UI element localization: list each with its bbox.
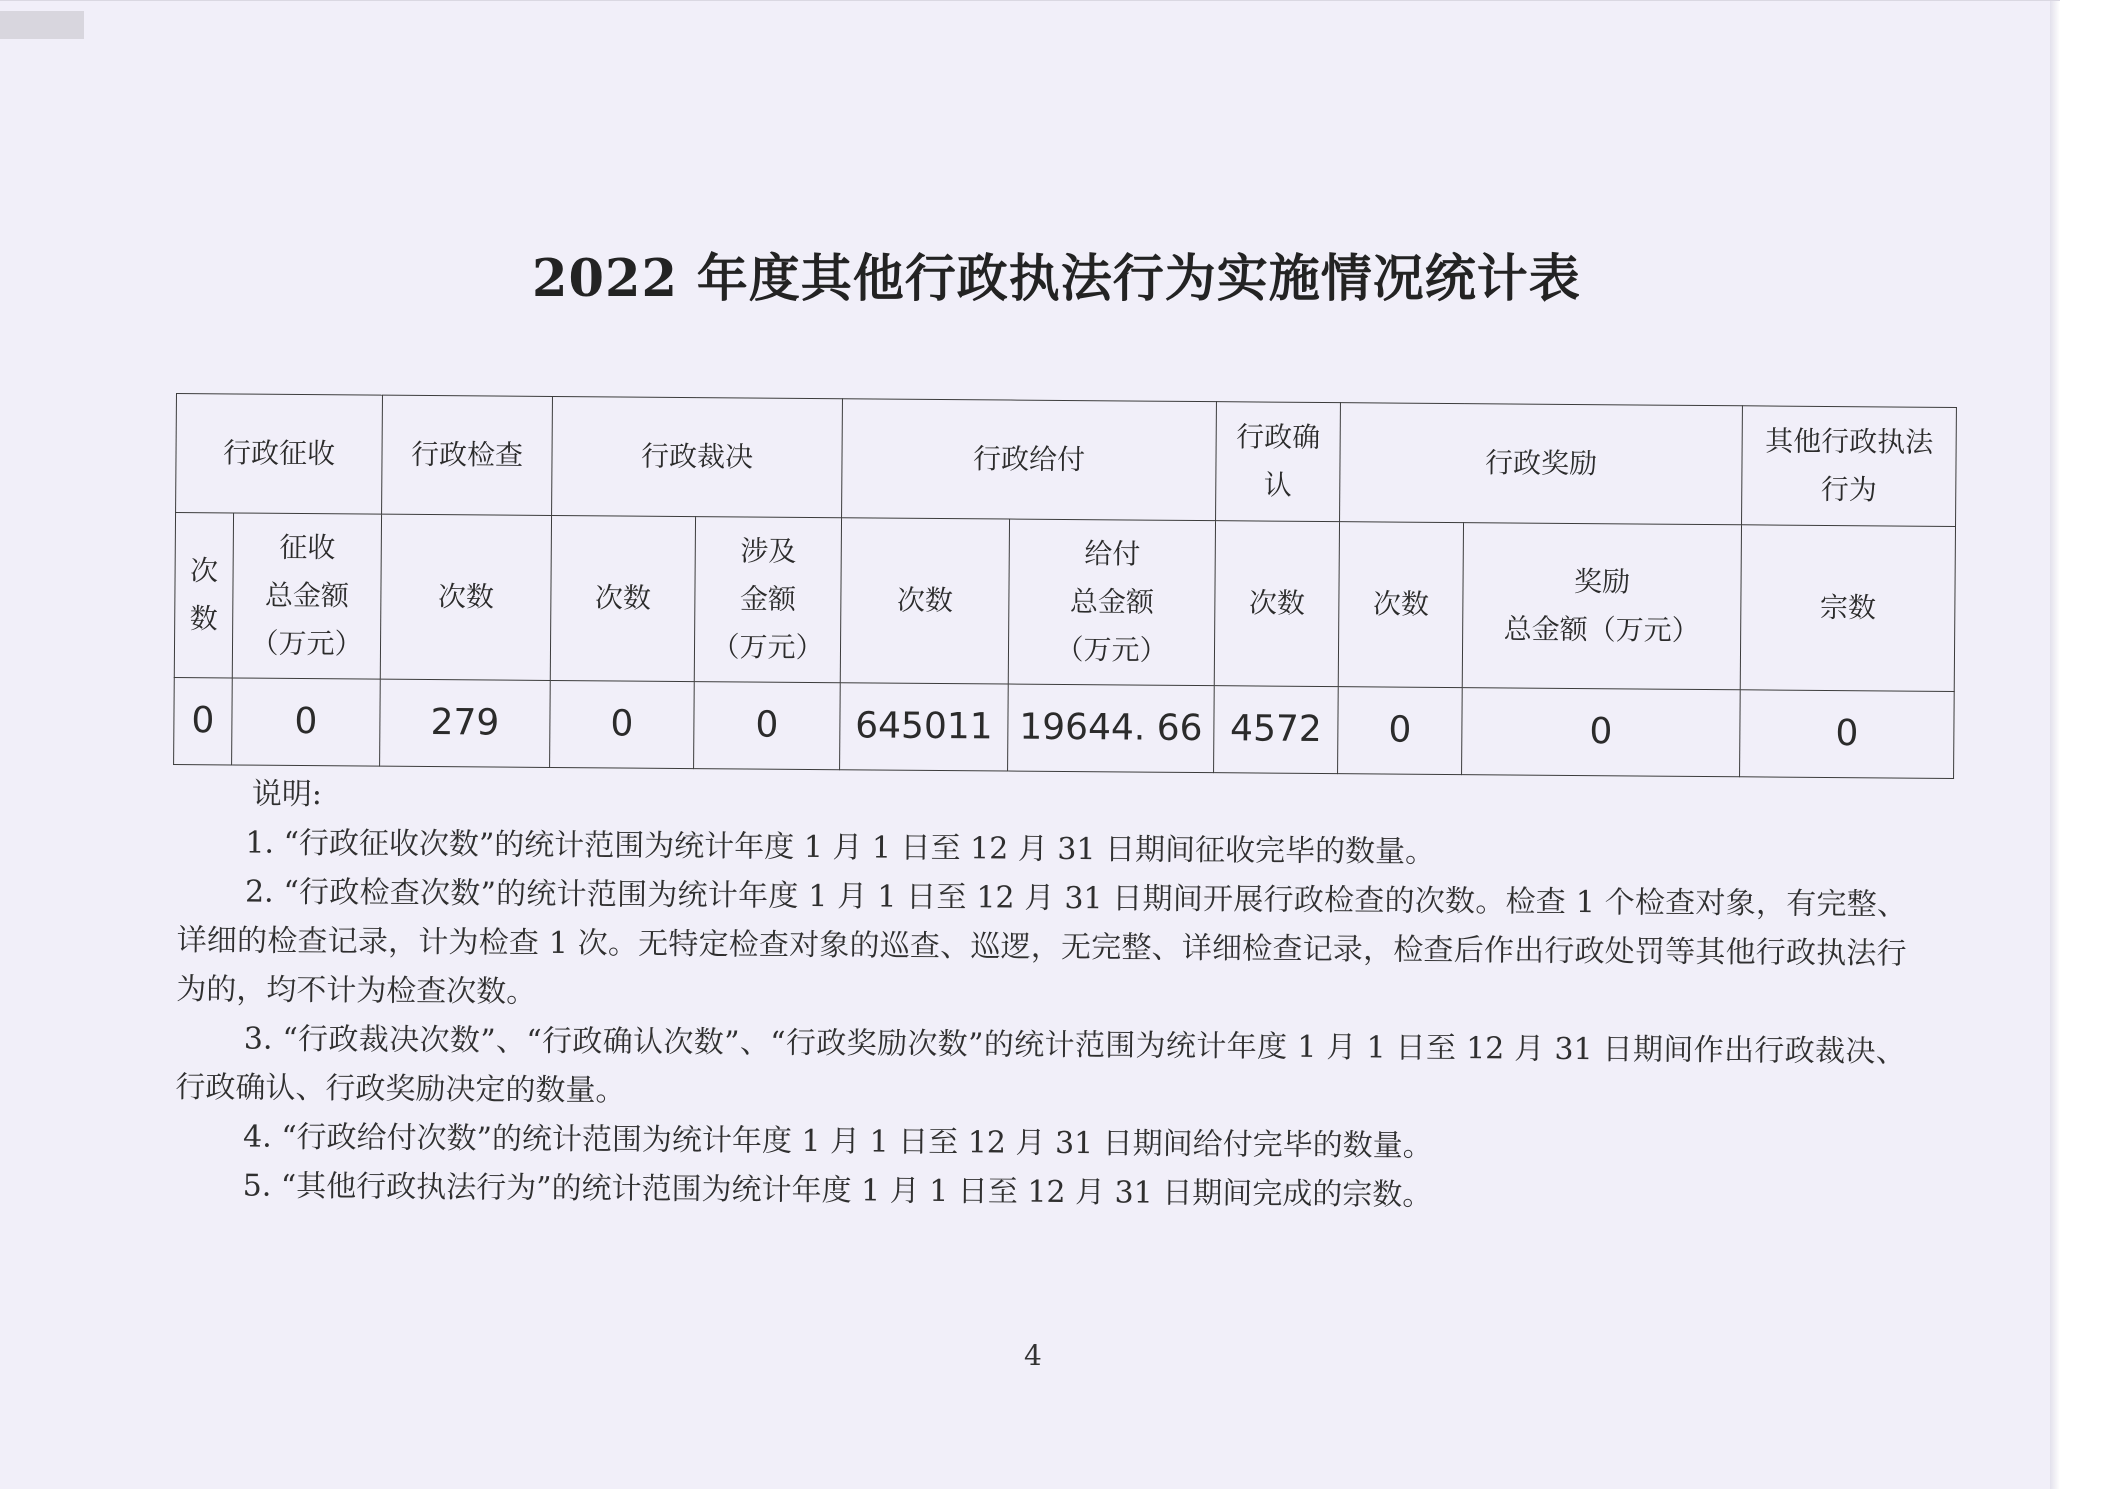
group-header-levy: 行政征收 xyxy=(176,394,383,515)
scan-corner-mark xyxy=(0,11,84,39)
subheader-reward-count: 次数 xyxy=(1338,522,1463,688)
value-adjudication-amount: 0 xyxy=(694,682,841,770)
group-header-confirmation-line-2: 认 xyxy=(1263,468,1292,502)
group-header-confirmation-line-1: 行政确 xyxy=(1236,420,1321,454)
value-other-cases: 0 xyxy=(1740,690,1955,779)
group-header-adjudication: 行政裁决 xyxy=(552,396,843,517)
group-header-payment: 行政给付 xyxy=(842,399,1217,521)
subheader-adjudication-amount-line-1: 涉及 xyxy=(740,534,797,568)
note-item-3: 3. “行政裁决次数”、“行政确认次数”、“行政奖励次数”的统计范围为统计年度 1 月 1 日至 12 月 31 日期间作出行政裁决、行政确认、行政奖励决定的数量。 xyxy=(175,1021,1906,1109)
group-header-other-enforcement xyxy=(1742,406,1957,527)
value-confirmation-count: 4572 xyxy=(1214,686,1339,774)
value-reward-amount: 0 xyxy=(1462,688,1741,777)
value-reward-count: 0 xyxy=(1338,687,1463,775)
subheader-adjudication-amount xyxy=(694,517,841,683)
subheader-adjudication-amount-line-3: （万元） xyxy=(711,630,824,665)
value-payment-count: 645011 xyxy=(840,683,1009,771)
scan-edge xyxy=(2050,1,2060,1489)
subheader-levy-amount-line-1: 征收 xyxy=(279,530,336,565)
notes-section xyxy=(175,769,1908,1224)
subheader-levy-count-line-2: 数 xyxy=(189,602,218,636)
page-number: 4 xyxy=(1024,1339,1042,1372)
subheader-adjudication-amount-line-2: 金额 xyxy=(739,582,797,616)
group-header-other-line-2: 行为 xyxy=(1820,472,1877,507)
subheader-inspection-count: 次数 xyxy=(380,514,551,680)
subheader-levy-amount-line-2: 总金额 xyxy=(264,578,350,613)
subheader-levy-count xyxy=(174,513,233,678)
value-levy-count: 0 xyxy=(174,677,233,764)
subheader-payment-amount-line-3: （万元） xyxy=(1055,632,1168,667)
subheader-other-cases: 宗数 xyxy=(1740,525,1955,692)
group-header-reward: 行政奖励 xyxy=(1340,403,1743,525)
document-title: 2022 年度其他行政执法行为实施情况统计表 xyxy=(532,249,1581,309)
value-payment-amount: 19644. 66 xyxy=(1008,684,1215,773)
subheader-payment-amount xyxy=(1008,519,1215,686)
value-levy-amount: 0 xyxy=(232,678,381,766)
table-row-values xyxy=(174,677,1955,778)
note-item-1: 1. “行政征收次数”的统计范围为统计年度 1 月 1 日至 12 月 31 日期间征收完毕的数量。 xyxy=(245,825,1436,870)
group-header-other-line-1: 其他行政执法 xyxy=(1765,424,1934,459)
table-header-row-groups xyxy=(176,394,1957,527)
statistics-table xyxy=(173,393,1957,779)
subheader-payment-count: 次数 xyxy=(840,518,1009,684)
subheader-levy-amount xyxy=(232,513,381,679)
note-item-2: 2. “行政检查次数”的统计范围为统计年度 1 月 1 日至 12 月 31 日期间开展行政检查的次数。检查 1 个检查对象，有完整、详细的检查记录，计为检查 1 次。无特定检查对象的巡查、巡逻，无完整、详细检查记录，检查后作出行政处罚等其他行政执法行为的，均不计为检查次数。 xyxy=(176,874,1908,1010)
subheader-payment-amount-line-1: 给付 xyxy=(1084,537,1141,571)
notes-heading: 说明: xyxy=(251,776,323,813)
note-item-4: 4. “行政给付次数”的统计范围为统计年度 1 月 1 日至 12 月 31 日期间给付完毕的数量。 xyxy=(242,1119,1433,1164)
value-inspection-count: 279 xyxy=(380,679,551,767)
subheader-adjudication-count: 次数 xyxy=(550,515,695,681)
subheader-confirmation-count: 次数 xyxy=(1214,521,1339,687)
subheader-levy-count-line-1: 次 xyxy=(189,554,219,588)
group-header-confirmation xyxy=(1216,402,1341,522)
group-header-inspection: 行政检查 xyxy=(382,395,553,515)
subheader-reward-amount xyxy=(1462,523,1741,690)
note-item-5: 5. “其他行政执法行为”的统计范围为统计年度 1 月 1 日至 12 月 31 日期间完成的宗数。 xyxy=(242,1168,1433,1213)
subheader-reward-amount-line-2: 总金额（万元） xyxy=(1503,612,1700,647)
value-adjudication-count: 0 xyxy=(550,680,695,768)
subheader-payment-amount-line-2: 总金额 xyxy=(1069,585,1155,619)
subheader-reward-amount-line-1: 奖励 xyxy=(1573,564,1631,599)
table-header-row-subheaders xyxy=(174,513,1955,692)
subheader-levy-amount-line-3: （万元） xyxy=(250,626,363,661)
